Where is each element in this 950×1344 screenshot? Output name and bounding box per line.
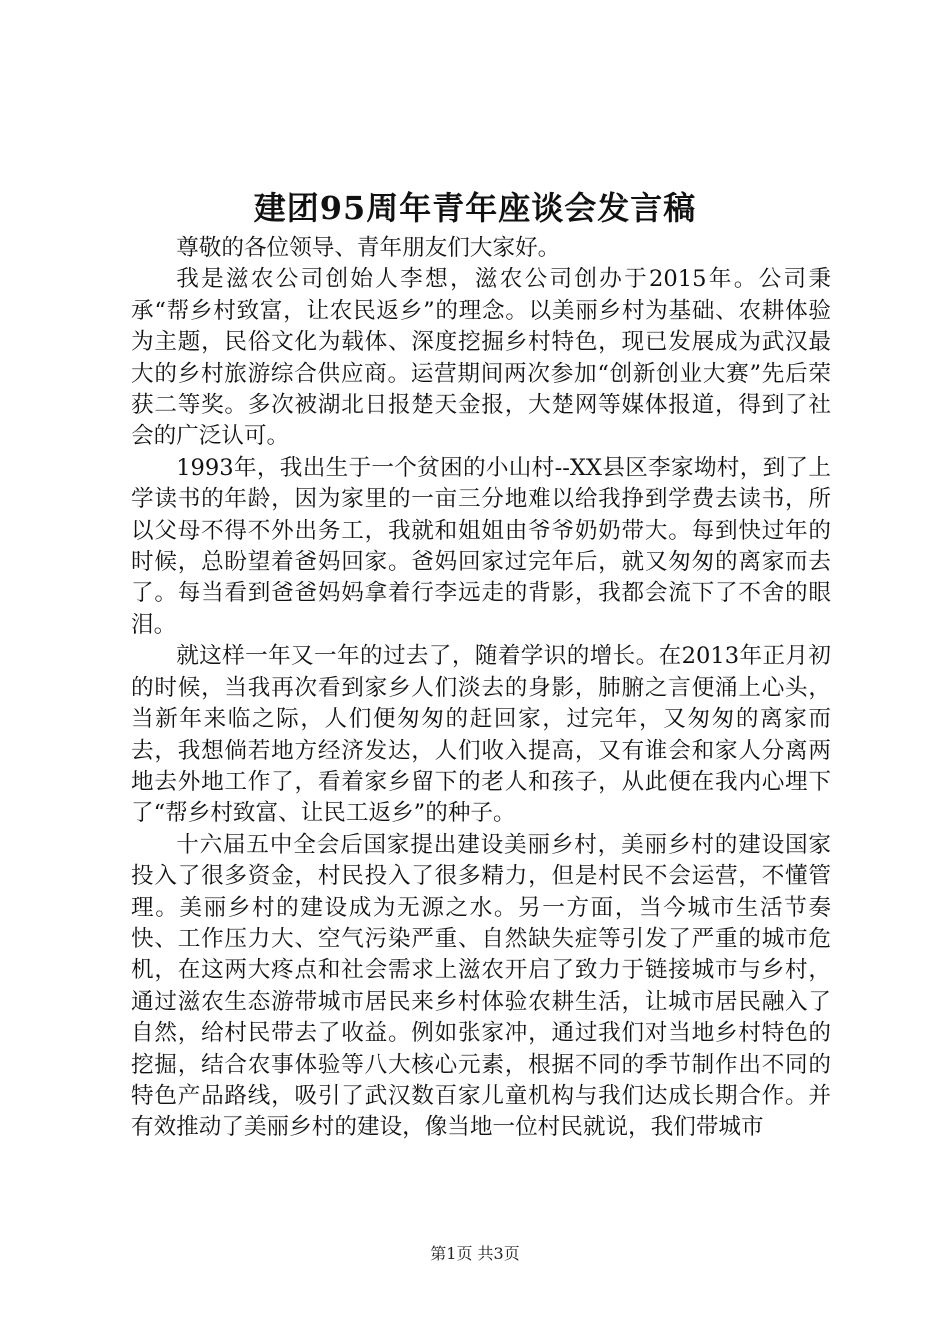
paragraph-childhood: 1993年，我出生于一个贫困的小山村--XX县区李家坳村，到了上学读书的年龄，因为家里的一亩三分地难以给我挣到学费去读书，所以父母不得不外出务工，我就和姐姐由爷爷奶奶带大。每到快过年的时候，总盼望着爸妈回家。爸妈回家过完年后，就又匆匆的离家而去了。每当看到爸爸妈妈拿着行李远走的背影，我都会流下了不舍的眼泪。 xyxy=(131,454,831,638)
document-title: 建团95周年青年座谈会发言稿 xyxy=(253,189,697,227)
paragraph-motivation: 就这样一年又一年的过去了，随着学识的增长。在2013年正月初的时候，当我再次看到家乡人们淡去的身影，肺腑之言便涌上心头，当新年来临之际，人们便匆匆的赶回家，过完年，又匆匆的离家而去，我想倘若地方经济发达，人们收入提高，又有谁会和家人分离两地去外地工作了，看着家乡留下的老人和孩子，从此便在我内心埋下了“帮乡村致富、让民工返乡”的种子。 xyxy=(131,643,831,827)
document-body xyxy=(131,233,831,1144)
paragraph-greeting: 尊敬的各位领导、青年朋友们大家好。 xyxy=(176,235,561,261)
page-number-footer: 第1页 共3页 xyxy=(430,1244,520,1263)
paragraph-company-intro: 我是滋农公司创始人李想，滋农公司创办于2015年。公司秉承“帮乡村致富，让农民返乡”的理念。以美丽乡村为基础、农耕体验为主题，民俗文化为载体、深度挖掘乡村特色，现已发展成为武汉最大的乡村旅游综合供应商。运营期间两次参加“创新创业大赛”先后荣获二等奖。多次被湖北日报楚天金报，大楚网等媒体报道，得到了社会的广泛认可。 xyxy=(131,266,831,450)
paragraph-rural-construction: 十六届五中全会后国家提出建设美丽乡村，美丽乡村的建设国家投入了很多资金，村民投入了很多精力，但是村民不会运营，不懂管理。美丽乡村的建设成为无源之水。另一方面，当今城市生活节奏快、工作压力大、空气污染严重、自然缺失症等引发了严重的城市危机，在这两大疼点和社会需求上滋农开启了致力于链接城市与乡村，通过滋农生态游带城市居民来乡村体验农耕生活，让城市居民融入了自然，给村民带去了收益。例如张家冲，通过我们对当地乡村特色的挖掘，结合农事体验等八大核心元素，根据不同的季节制作出不同的特色产品路线，吸引了武汉数百家儿童机构与我们达成长期合作。并有效推动了美丽乡村的建设，像当地一位村民就说，我们带城市 xyxy=(131,831,831,1141)
